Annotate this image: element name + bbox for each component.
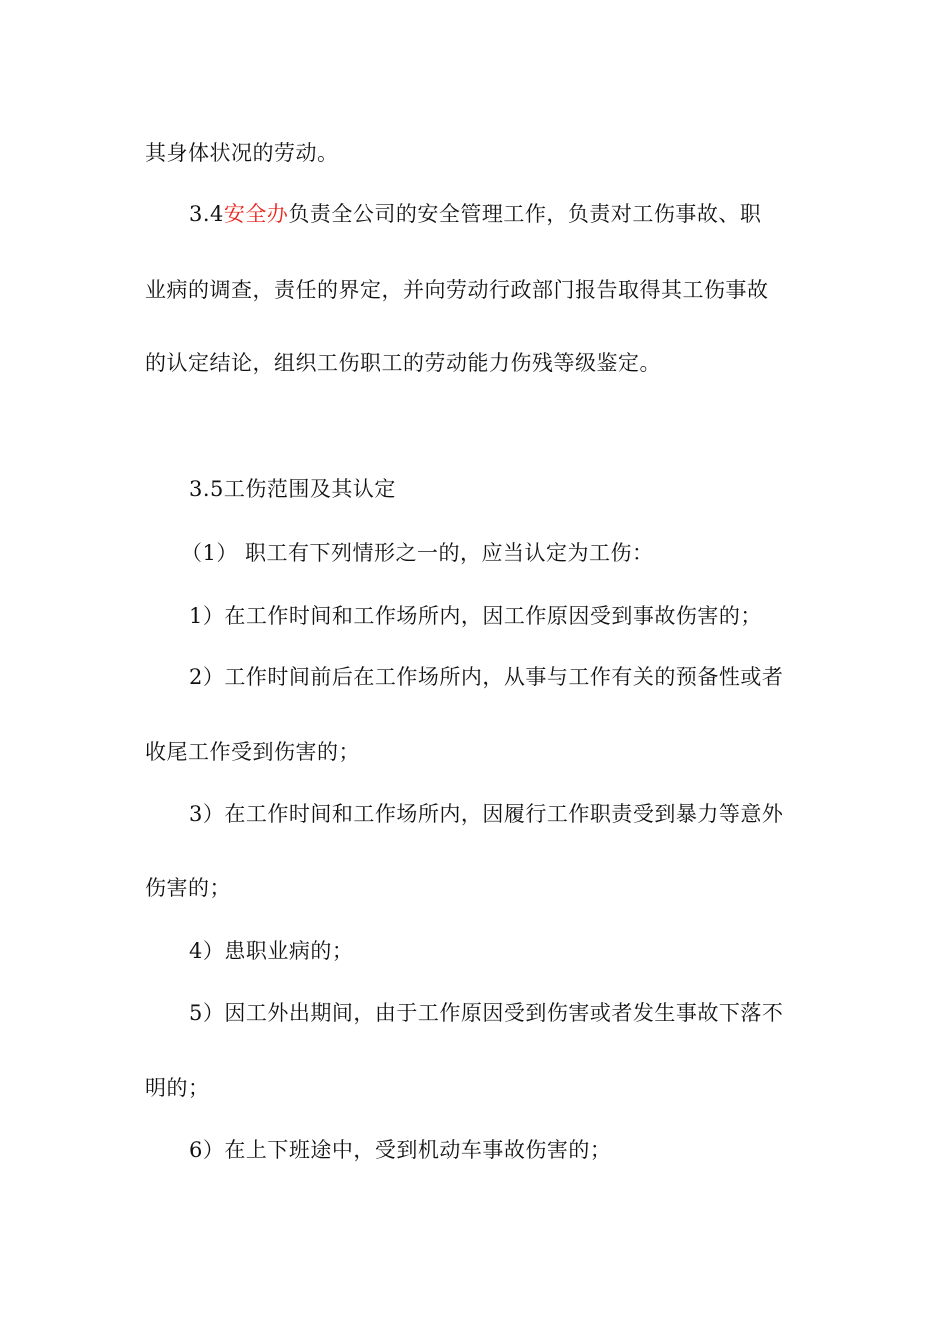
item-3-line-2: 伤害的；: [145, 876, 231, 900]
item-2-line-2: 收尾工作受到伤害的；: [145, 740, 360, 764]
section-3-4-text: 负责全公司的安全管理工作，负责对工伤事故、职: [288, 202, 762, 226]
item-4: 4）患职业病的；: [189, 939, 354, 963]
clause-1-heading: （1） 职工有下列情形之一的，应当认定为工伤：: [181, 541, 654, 565]
text-line-4: 的认定结论，组织工伤职工的劳动能力伤残等级鉴定。: [145, 351, 661, 375]
highlighted-term: 安全办: [223, 202, 289, 226]
section-heading-3-5: 3.5工伤范围及其认定: [189, 477, 396, 501]
section-3-4-line: [189, 200, 761, 228]
item-5-line-2: 明的；: [145, 1076, 210, 1100]
item-6: 6）在上下班途中，受到机动车事故伤害的；: [189, 1138, 612, 1162]
text-line-3: 业病的调查，责任的界定，并向劳动行政部门报告取得其工伤事故: [145, 278, 769, 302]
item-5-line-1: 5）因工外出期间，由于工作原因受到伤害或者发生事故下落不: [189, 1001, 784, 1025]
text-line-1: 其身体状况的劳动。: [145, 141, 339, 165]
section-number-3-4: 3.4: [189, 202, 224, 226]
item-3-line-1: 3）在工作时间和工作场所内，因履行工作职责受到暴力等意外: [189, 802, 784, 826]
item-2-line-1: 2）工作时间前后在工作场所内，从事与工作有关的预备性或者: [189, 665, 784, 689]
item-1: 1）在工作时间和工作场所内，因工作原因受到事故伤害的；: [189, 604, 762, 628]
